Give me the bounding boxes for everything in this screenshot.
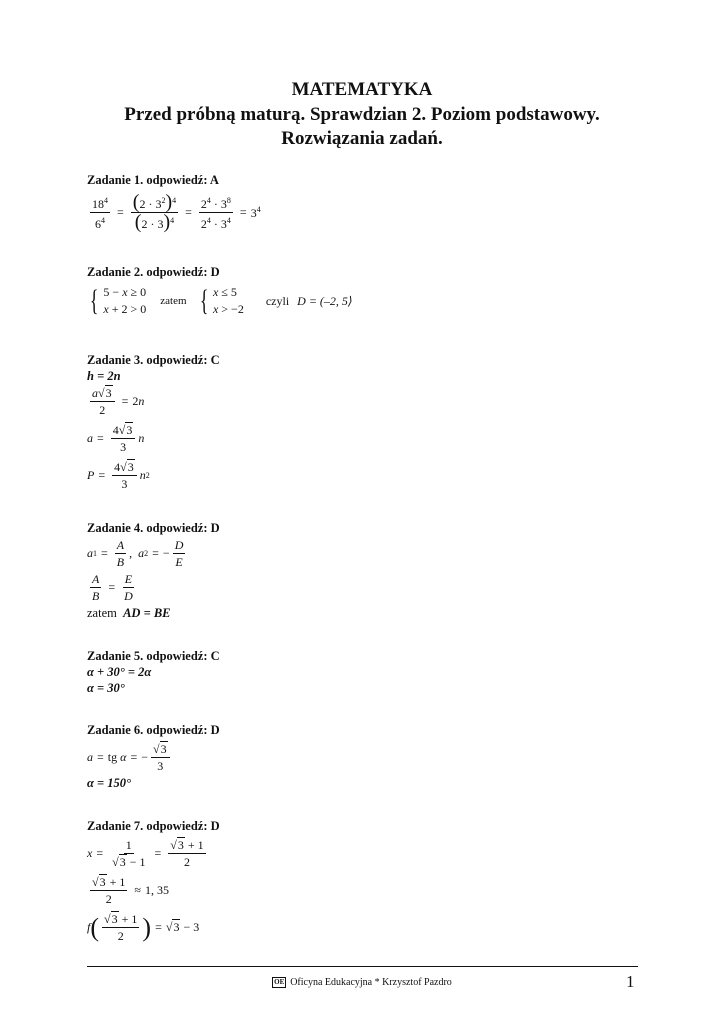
task-4-heading: Zadanie 4. odpowiedź: D [87, 521, 220, 535]
task-4-result: AD = BE [123, 606, 171, 620]
page-title: MATEMATYKA [291, 79, 433, 100]
task-3-eq-1: $\frac{a√3}{2}$ = 2 n [92, 386, 145, 417]
task-7 [87, 818, 220, 943]
task-7-eq-1: x = $\frac{1}{√3 - 1}$ = $\frac{√3 + 1}{2}$ [87, 838, 204, 869]
task-6-eq-1: a = tg α = − $\frac{√3}{3}$ [87, 742, 220, 773]
task-2-domain: D = (–2, 5⟩ [297, 293, 353, 308]
task-3-eq-2: a = $\frac{4√3}{3}$ n [87, 423, 145, 454]
footer-publisher: Oficyna Edukacyjna * Krzysztof Pazdro [290, 977, 452, 988]
task-4-eq-1: a 1 = $\frac{A}{B}$ , a 2 = − $\frac{D}{E}$ [87, 538, 184, 569]
task-4-eq-2: $\frac{A}{B}$ = $\frac{E}{D}$ [92, 572, 133, 603]
task-7-eq-2: $\frac{√3 + 1}{2}$ ≈ 1, 35 [92, 875, 169, 906]
task-2-czyli: czyli [265, 293, 290, 308]
footer-divider [87, 966, 638, 967]
task-3 [87, 352, 220, 491]
task-5 [87, 648, 220, 696]
publisher-logo-icon: OE [274, 978, 285, 987]
task-3-line-1: h = 2n [87, 369, 121, 383]
task-2 [87, 264, 353, 318]
task-2-zatem: zatem [160, 295, 187, 307]
task-5-heading: Zadanie 5. odpowiedź: C [87, 649, 220, 663]
task-4-zatem: zatem [87, 606, 117, 620]
task-3-eq-3: P = $\frac{4√3}{3}$ n 2 [87, 460, 150, 491]
task-2-formula: { 5 − x ≥ 0 x + 2 > 0 zatem { x ≤ 5 x > −2 czyli D = (–2, 5⟩ [89, 284, 353, 317]
task-2-heading: Zadanie 2. odpowiedź: D [87, 265, 220, 279]
task-7-heading: Zadanie 7. odpowiedź: D [87, 819, 220, 833]
task-7-eq-3: f ( $\frac{√3 + 1}{2}$ ) = √3 − 3 [87, 912, 200, 943]
page-subtitle-2: Rozwiązania zadań. [281, 128, 443, 149]
footer [0, 977, 724, 988]
task-5-line-1: α + 30° = 2α [87, 665, 152, 679]
task-6-heading: Zadanie 6. odpowiedź: D [87, 723, 220, 737]
task-1-heading: Zadanie 1. odpowiedź: A [87, 173, 219, 187]
task-4-conclusion [87, 605, 220, 621]
task-6 [87, 722, 220, 791]
task-4 [87, 520, 220, 621]
page-subtitle: Przed próbną maturą. Sprawdzian 2. Poziom podstawowy. [124, 104, 600, 125]
task-5-line-2: α = 30° [87, 681, 125, 695]
task-6-line-2: α = 150° [87, 776, 132, 790]
page-number: 1 [626, 972, 635, 991]
task-1-formula: $\frac{18^4}{6^4}$ = $\frac{(2 \cdot 3^2)^4}{(2 \cdot 3)^4}$ = $\frac{2^4 \cdot 3^8}{2^4 \cdot 3^4}$ = $3^4$ [92, 191, 261, 233]
task-3-heading: Zadanie 3. odpowiedź: C [87, 353, 220, 367]
task-1 [87, 172, 261, 231]
